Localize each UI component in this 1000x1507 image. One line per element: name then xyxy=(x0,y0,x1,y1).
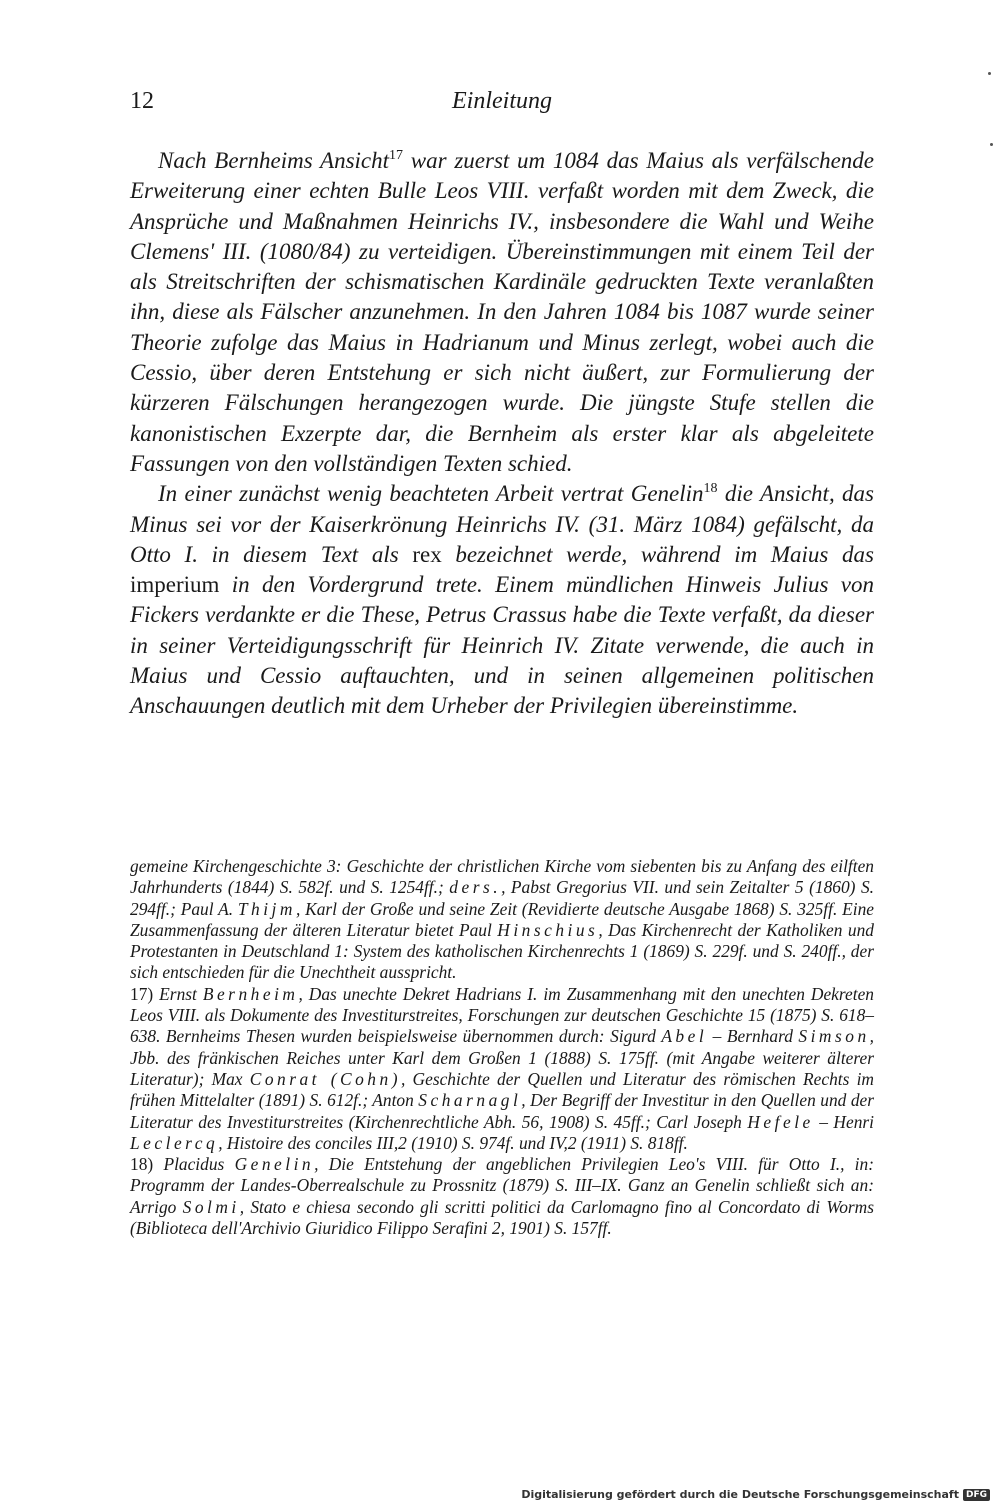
author-name: ders. xyxy=(449,877,502,898)
author-name: Bernheim xyxy=(202,983,299,1004)
running-title: Einleitung xyxy=(452,88,552,114)
author-name: Conrat (Cohn) xyxy=(249,1068,401,1089)
text-run: in den Vordergrund trete. Einem mündlichen Hinweis Julius von Fickers verdankte er die These, Petrus Crassus habe die Texte verfaßt, da dieser in seiner Verteidigungsschrift für Heinrich IV. Zitate verwende, die auch in Maius und Cessio auftauchten, und in seinen allgemeinen politischen Anschauungen deutlich mit dem Urheber der Privilegien übereinstimme. xyxy=(130,572,874,719)
footnote-ref-18: 18 xyxy=(703,481,718,497)
text-run: , Histoire des conciles III,2 (1910) S. 974f. und IV,2 (1911) S. 818ff. xyxy=(218,1132,688,1153)
scan-speck xyxy=(988,72,991,75)
text-run: Ernst xyxy=(153,983,203,1004)
text-run: , Der Begriff der Investitur in den Quellen und der Literatur des Investiturstreites (Kirchenrechtliche Abh. 56, 1908) S. 45ff.; Carl Joseph xyxy=(130,1090,875,1132)
text-run: In einer zunächst wenig beachteten Arbeit vertrat Genelin xyxy=(158,481,704,507)
text-run: war zuerst um 1084 das Maius als verfälschende Erweiterung einer echten Bulle Leos VIII. verfaßt worden mit dem Zweck, die Ansprüche und Maßnahmen Heinrichs IV., insbesondere die Wahl und Weihe Clemens' III. (1080/84) zu verteidigen. Übereinstimmungen mit einem Teil der als Streitschriften der schismatischen Kardinäle gedruckten Texte veranlaßten ihn, diese als Fälscher anzunehmen. In den Jahren 1084 bis 1087 wurde seiner Theorie zufolge das Maius in Hadrianum und Minus zerlegt, wobei auch die Cessio, über deren Entstehung er sich nicht äußert, zur Formulierung der kürzeren Fälschungen herangezogen wurde. Die jüngste Stufe stellen die kanonistischen Exzerpte dar, die Bernheim als erster klar als abgeleitete Fassungen von den vollständigen Texten schied. xyxy=(130,148,874,476)
text-run: die Ansicht, das Minus sei vor der Kaiserkrönung Heinrichs IV. (31. März 1084) gefälscht, da Otto I. in diesem Text als xyxy=(130,481,875,567)
footnote-number: 17) xyxy=(130,983,154,1004)
scan-speck xyxy=(990,143,993,146)
text-run: – Henri xyxy=(813,1111,874,1132)
text-run: Placidus xyxy=(153,1154,235,1175)
paragraph-2 xyxy=(130,479,874,721)
text-run: , Pabst Gregorius VII. und sein Zeitalter 5 (1860) S. 294ff.; Paul A. xyxy=(130,877,874,919)
text-run: , Die Entstehung der angeblichen Privilegien Leo's VIII. für Otto I., in: Programm der Landes-Oberrealschule zu Prossnitz (1879) S. III–IX. Ganz an Genelin schließt sich an: Arrigo xyxy=(130,1154,874,1217)
author-name: Solmi xyxy=(182,1196,240,1217)
text-run: – Bernhard xyxy=(707,1026,799,1047)
author-name: Genelin xyxy=(234,1154,315,1175)
page-number: 12 xyxy=(130,88,154,114)
term-imperium: imperium xyxy=(130,572,220,598)
footnote-number: 18) xyxy=(130,1154,154,1175)
footnote-ref-17: 17 xyxy=(389,148,404,163)
text-run: gemeine Kirchengeschichte 3: Geschichte der christlichen Kirche vom siebenten bis zu Anfang des eilften Jahrhunderts (1844) S. 582f. und S. 1254ff.; xyxy=(130,856,874,898)
footnote-18 xyxy=(130,1154,874,1239)
author-name: Hinschius xyxy=(497,919,599,940)
digitization-footer xyxy=(521,1488,990,1501)
paragraph-1 xyxy=(130,146,874,479)
main-text xyxy=(130,146,874,722)
footnotes xyxy=(130,856,874,1239)
author-name: Leclercq xyxy=(130,1132,219,1153)
text-run: , Das unechte Dekret Hadrians I. im Zusammenhang mit den unechten Dekreten Leos VIII. als Dokumente des Investiturstreites, Forschungen zur deutschen Geschichte 15 (1875) S. 618–638. Bernheims Thesen wurden beispielsweise übernommen durch: Sigurd xyxy=(130,983,874,1047)
text-run: bezeichnet werde, während im Maius das xyxy=(441,541,874,567)
text-run: , Geschichte der Quellen und Literatur des römischen Rechts im frühen Mittelalter (1891) S. 612f.; Anton xyxy=(130,1068,874,1111)
text-run: , Karl der Große und seine Zeit (Revidierte deutsche Ausgabe 1868) S. 325ff. Eine Zusammenfassung der älteren Literatur bietet Paul xyxy=(130,898,874,940)
text-run: , Das Kirchenrecht der Katholiken und Protestanten in Deutschland 1: System des katholischen Kirchenrechts 1 (1869) S. 229f. und S. 240ff., der sich entschieden für die Unechtheit ausspricht. xyxy=(130,919,874,983)
footer-credit: Digitalisierung gefördert durch die Deutsche Forschungsgemeinschaft xyxy=(521,1488,959,1501)
text-run: Nach Bernheims Ansicht xyxy=(158,148,390,173)
footnote-17 xyxy=(130,984,874,1154)
footnote-continuation xyxy=(130,856,874,984)
author-name: Scharnagl xyxy=(418,1090,522,1111)
text-run: , Jbb. des fränkischen Reiches unter Karl dem Großen 1 (1888) S. 175ff. (mit Angabe weiterer älterer Literatur); Max xyxy=(130,1026,874,1089)
term-rex: rex xyxy=(412,541,442,567)
author-name: Simson xyxy=(798,1026,870,1047)
author-name: Abel xyxy=(661,1026,708,1047)
dfg-logo-icon: DFG xyxy=(963,1489,990,1501)
text-run: , Stato e chiesa secondo gli scritti politici da Carlomagno fino al Concordato di Worms (Biblioteca dell'Archivio Giuridico Filippo Serafini 2, 1901) S. 157ff. xyxy=(130,1196,875,1239)
author-name: Hefele xyxy=(747,1111,814,1132)
author-name: Thijm xyxy=(237,898,296,919)
page-header xyxy=(130,88,874,124)
